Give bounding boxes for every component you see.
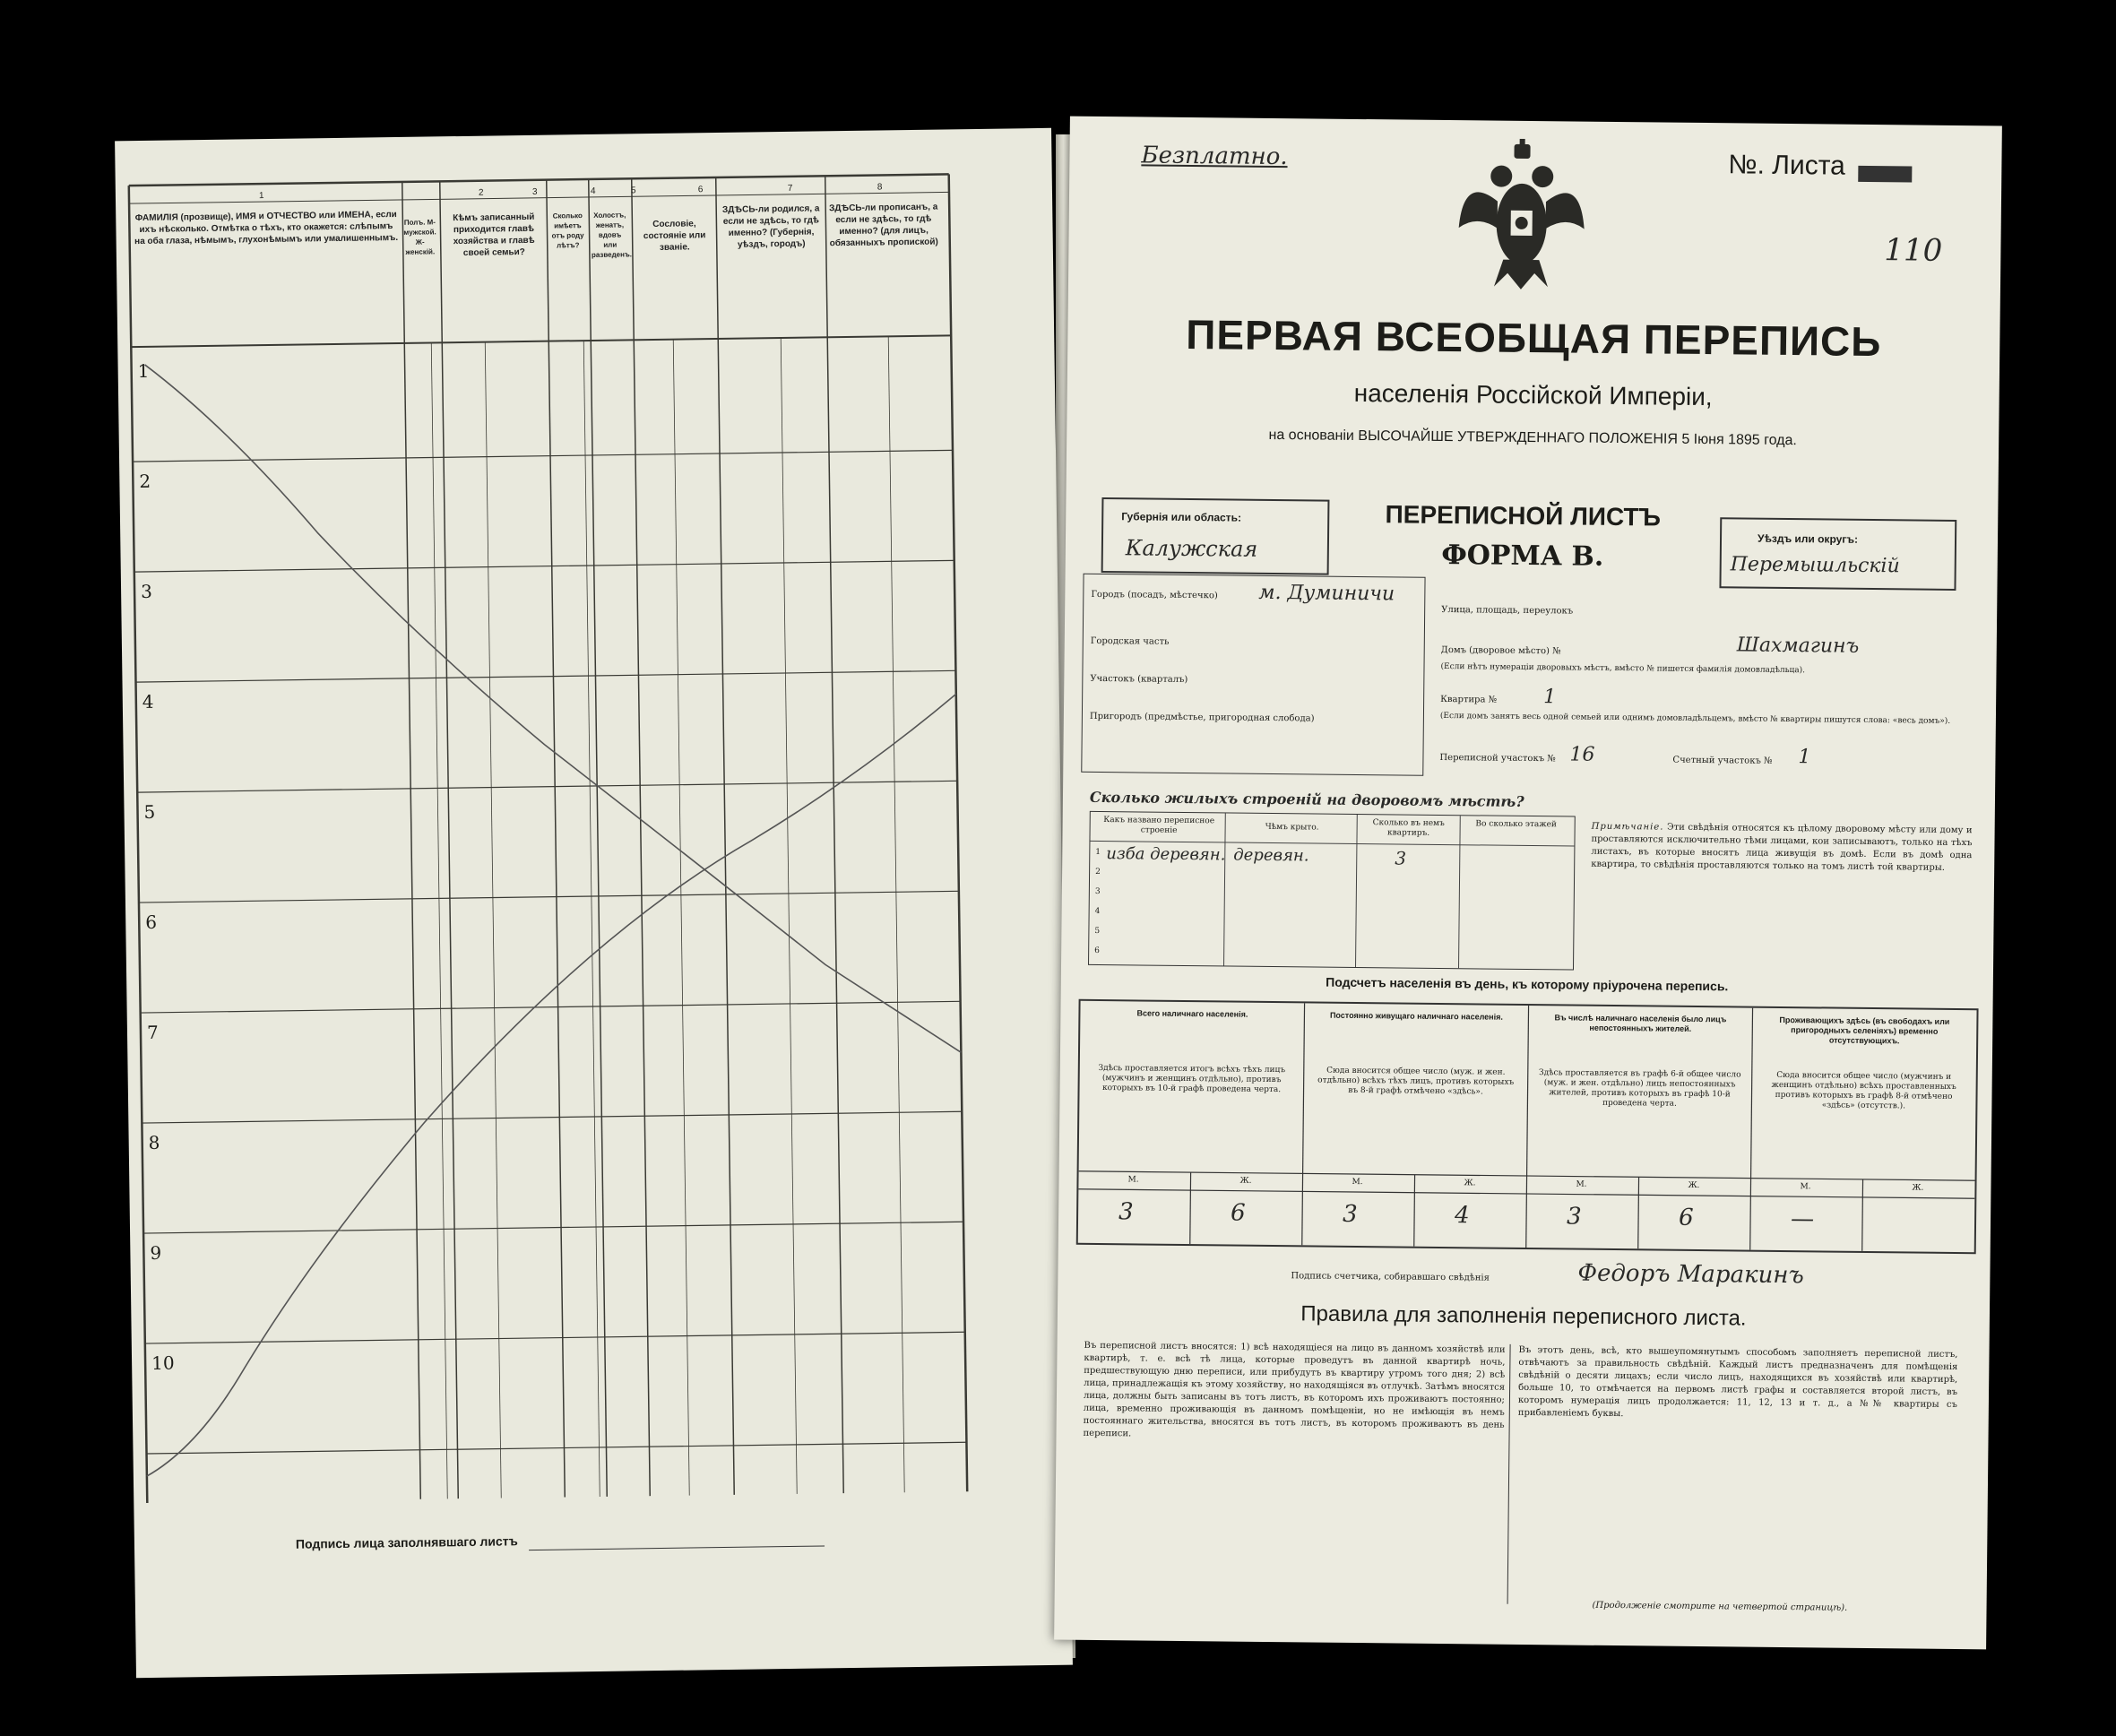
rules-left-column: Въ переписной листъ вносятся: 1) всѣ находящіеся на лицо въ данномъ хозяйствѣ или квартирѣ, т. е. всѣ тѣ лица, которые проведутъ въ данной квартирѣ ночь, предшествующую дню переписи, или прибудутъ въ квартиру утромъ того дня; 2) всѣ лица, принадлежащія къ этому хозяйству, но находящіяся въ отлучкѣ. Затѣмъ вносятся лица, должны быть записаны въ тотъ листъ, въ которомъ ихъ проживаютъ постоянно; лица, временно проживающія въ данномъ помѣщеніи, но не имѣющія въ немъ постояннаго жительства, вносятся въ тотъ листъ, въ которомъ проживаютъ въ день переписи.: [1083, 1340, 1506, 1439]
bt-row-num: 5: [1094, 926, 1101, 936]
col-number: 8: [877, 182, 883, 193]
column-rule: [589, 179, 608, 1497]
counter-signature-value: Федоръ Маракинъ: [1577, 1259, 1804, 1290]
sheet-number-redaction: [1858, 166, 1912, 183]
uezd-label: Уѣздъ или округъ:: [1757, 531, 1859, 546]
census-title: ПЕРВАЯ ВСЕОБЩАЯ ПЕРЕПИСЬ: [1186, 310, 1882, 366]
counter-signature-label: Подпись счетчика, собиравшаго свѣдѣнія: [1291, 1271, 1490, 1283]
right-page-title-form: [1054, 117, 2002, 1650]
table-border: [129, 186, 148, 1503]
double-headed-eagle-emblem: [1454, 138, 1590, 292]
bt-row-num: 6: [1094, 946, 1100, 955]
rules-column-divider: [1507, 1344, 1511, 1604]
column-rule: [825, 176, 844, 1493]
city-value: м. Думиничи: [1258, 581, 1395, 606]
sheet-number-label: №. Листа: [1728, 150, 1845, 181]
note-title: Примѣчаніе.: [1591, 821, 1664, 833]
pop-value: 3: [1118, 1198, 1134, 1226]
house-note: (Если нѣтъ нумераціи дворовыхъ мѣстъ, вмѣсто № пишется фамилія домовладѣльца).: [1440, 661, 1806, 676]
sex-label: М.: [1800, 1182, 1811, 1192]
apartment-label: Квартира №: [1440, 694, 1498, 705]
row-number: 3: [140, 580, 152, 603]
guberniya-box: [1101, 497, 1330, 575]
column-rule: [440, 181, 459, 1498]
apartment-note: (Если домъ занятъ весь одной семьей или однимъ домовладѣльцемъ, вмѣсто № квартиры пишутся слова: «весь домъ»).: [1439, 711, 1951, 726]
bt-header-floors: Во сколько этажей: [1475, 819, 1557, 830]
buildings-table: [1088, 811, 1576, 971]
col-number: 1: [258, 191, 264, 202]
sub-column-rule: [673, 340, 689, 1496]
pop-header-absent: Проживающихъ здѣсь (въ свободахъ или пригородныхъ селеніяхъ) временно отсутствующихъ.: [1779, 1015, 1950, 1046]
sex-label: М.: [1576, 1179, 1587, 1189]
row-number: 6: [145, 911, 158, 933]
note-block: [1591, 821, 1973, 875]
row-number: 9: [150, 1241, 162, 1264]
rules-title: Правила для заполненія переписного листа.: [1300, 1301, 1747, 1331]
row-number: 2: [139, 470, 151, 493]
count-area-label: Счетный участокъ №: [1672, 755, 1773, 766]
col-number: 4: [590, 186, 596, 196]
free-label: Безплатно.: [1141, 142, 1288, 171]
col-header-age: Сколько имѣетъ отъ роду лѣтъ?: [551, 212, 584, 250]
pop-value: 4: [1454, 1202, 1470, 1230]
house-value: Шахмагинъ: [1736, 634, 1860, 658]
sex-label: М.: [1127, 1175, 1139, 1185]
pop-header-nonpermanent: Въ числѣ наличнаго населенія было лицъ непостоянныхъ жителей.: [1554, 1013, 1727, 1033]
apartment-value: 1: [1543, 686, 1557, 709]
col-number: 7: [787, 183, 793, 194]
sheet-number-value: 110: [1884, 232, 1943, 269]
buildings-question: Сколько жилыхъ строеній на дворовомъ мѣстѣ?: [1089, 788, 1524, 810]
table-border: [949, 174, 968, 1491]
col-header-name: ФАМИЛІЯ (прозвище), ИМЯ и ОТЧЕСТВО или ИМЕНА, если ихъ нѣсколько. Отмѣтка о тѣхъ, кто окажется: слѣпымъ на оба глаза, нѣмымъ, глухонѣмымъ или умалишеннымъ.: [134, 209, 399, 247]
bt-rule: [1355, 815, 1358, 967]
row-number: 8: [148, 1131, 160, 1153]
row-number: 10: [151, 1352, 175, 1374]
row-number: 1: [137, 359, 150, 383]
col-number: 3: [531, 186, 538, 197]
bt-row-num: 1: [1095, 847, 1101, 858]
col-number: 5: [630, 186, 636, 196]
house-label: Домъ (дворовое мѣсто) №: [1440, 644, 1561, 657]
pop-value: 6: [1678, 1204, 1694, 1231]
census-basis: на основаніи ВЫСОЧАЙШЕ УТВЕРЖДЕННАГО ПОЛОЖЕНІЯ 5 Іюня 1895 года.: [1268, 427, 1797, 449]
left-table-grid: [115, 128, 1073, 1678]
pop-value: 3: [1342, 1200, 1358, 1229]
bt-row1-name: изба деревян.: [1106, 844, 1226, 865]
row-number: 7: [146, 1021, 159, 1043]
sex-label: М.: [1352, 1177, 1363, 1188]
col-header-marital: Холостъ, женатъ, вдовъ или разведенъ.: [591, 211, 633, 259]
pop-desc: Сюда вносится общее число (муж. и жен. отдѣльно) всѣхъ тѣхъ лицъ, противъ которыхъ въ 8-й графѣ отмѣчено «здѣсь».: [1317, 1066, 1515, 1097]
city-label: Городъ (посадъ, мѣстечко): [1091, 589, 1218, 601]
left-page-form-table: [115, 128, 1073, 1678]
pop-value: —: [1790, 1205, 1815, 1233]
rules-continued-note: (Продолженіе смотрите на четвертой страницѣ).: [1592, 1600, 1848, 1613]
column-rule: [632, 178, 651, 1496]
guberniya-label: Губернія или область:: [1121, 510, 1242, 524]
population-table: [1076, 999, 1979, 1254]
bt-rule: [1458, 816, 1461, 968]
sex-label: Ж.: [1912, 1183, 1924, 1193]
census-area-value: 16: [1569, 743, 1595, 766]
bt-header-roof: Чѣмъ крыто.: [1265, 822, 1319, 833]
pop-header-permanent: Постоянно живущаго наличнаго населенія.: [1329, 1010, 1503, 1022]
bt-header-apts: Сколько въ немъ квартиръ.: [1372, 818, 1445, 838]
rules-right-column: Въ этотъ день, всѣ, кто вышеупомянутымъ способомъ заполняетъ переписной листъ, отвѣчаютъ за правильность свѣдѣній. Каждый листъ предназначенъ для помѣщенія свѣдѣній о десяти лицахъ; если число лицъ, находящихся въ хозяйствѣ или квартирѣ, больше 10, то отмѣчается на первомъ листѣ графы и составляется второй листъ, въ которомъ нумерація лицъ продолжается: 11, 12, 13 и т. д., а №№ квартиры съ прибавленіемъ буквы.: [1517, 1344, 1958, 1420]
sex-label: Ж.: [1688, 1180, 1700, 1191]
pop-desc: Сюда вносится общее число (мужчинъ и женщинъ отдѣльно) всѣхъ проставленныхъ противъ которыхъ въ графѣ 8-й отмѣчено «здѣсь» (отсутств.).: [1771, 1070, 1956, 1111]
col-header-registered: ЗДѢСЬ-ли прописанъ, а если не здѣсь, то гдѣ именно? (для лицъ, обязанныхъ пропиской): [829, 202, 938, 249]
bt-row1-apts: 3: [1395, 847, 1407, 869]
note-text: Эти свѣдѣнія относятся къ цѣлому дворовому мѣсту или дому и проставляются исключительно тѣми лицами, кои записываютъ, только на тѣхъ листахъ, въ которые вносятъ лица живущія въ домѣ. Если въ домѣ одна квартира, то свѣдѣнія проставляются только на томъ листѣ той квартиры.: [1591, 822, 1973, 873]
count-area-value: 1: [1798, 746, 1811, 769]
column-rule: [716, 177, 735, 1495]
col-number: 6: [697, 185, 704, 195]
sex-label: Ж.: [1464, 1179, 1476, 1188]
form-subtitle: ФОРМА В.: [1441, 539, 1604, 573]
bt-row-num: 4: [1094, 906, 1101, 916]
population-title: Подсчетъ населенія въ день, къ которому пріурочена перепись.: [1326, 974, 1729, 994]
sub-column-rule: [888, 336, 904, 1492]
census-subtitle: населенія Россійской Имперіи,: [1353, 378, 1713, 411]
district-label: Участокъ (кварталъ): [1090, 673, 1188, 686]
bt-row-num: 2: [1095, 867, 1101, 877]
column-rule: [402, 182, 421, 1499]
city-part-label: Городская часть: [1090, 635, 1170, 647]
column-rule: [547, 180, 566, 1498]
sub-column-rule: [781, 338, 797, 1494]
col-header-relation: Кѣмъ записанный приходится главѣ хозяйства и главѣ своей семьи?: [453, 212, 535, 258]
pop-value: 6: [1230, 1199, 1246, 1227]
pop-desc: Здѣсь проставляется итогъ всѣхъ тѣхъ лицъ (мужчинъ и женщинъ отдѣльно), противъ которыхъ въ 10-й графѣ проведена черта.: [1098, 1063, 1286, 1095]
guberniya-value: Калужская: [1125, 535, 1258, 562]
form-title: ПЕРЕПИСНОЙ ЛИСТЪ: [1385, 500, 1662, 531]
bt-row-num: 3: [1094, 886, 1101, 897]
address-left-block: [1081, 574, 1425, 776]
pop-value: 3: [1566, 1203, 1582, 1231]
col-header-sex: Полъ. М-мужской. Ж-женскій.: [403, 218, 436, 256]
street-label: Улица, площадь, переулокъ: [1441, 604, 1574, 617]
col-header-birthplace: ЗДѢСЬ-ли родился, а если не здѣсь, то гдѣ именно? (Губернія, уѣздъ, городъ): [721, 203, 820, 250]
col-number: 2: [478, 187, 484, 198]
bt-header-name: Какъ названо переписное строеніе: [1103, 816, 1215, 835]
uezd-value: Перемышльскій: [1730, 553, 1900, 578]
signature-label: Подпись лица заполнявшаго листъ: [295, 1533, 518, 1551]
sex-label: Ж.: [1239, 1176, 1252, 1186]
sub-column-rule: [583, 341, 600, 1497]
suburb-label: Пригородъ (предмѣстье, пригородная слобода): [1089, 711, 1315, 724]
sub-column-rule: [485, 342, 501, 1498]
pop-desc: Здѣсь проставляется въ графѣ 6-й общее число (муж. и жен. отдѣльно) лицъ непостоянныхъ жителей, противъ которыхъ въ графѣ 10-й проведена черта.: [1538, 1068, 1741, 1109]
row-number: 5: [143, 800, 156, 823]
row-number: 4: [142, 690, 154, 713]
uezd-box: [1719, 517, 1956, 591]
census-area-label: Переписной участокъ №: [1439, 752, 1556, 764]
pop-header-total: Всего наличнаго населенія.: [1136, 1008, 1248, 1019]
col-header-estate: Сословіе, состояніе или званіе.: [643, 219, 706, 253]
bt-row1-roof: деревян.: [1233, 845, 1309, 866]
